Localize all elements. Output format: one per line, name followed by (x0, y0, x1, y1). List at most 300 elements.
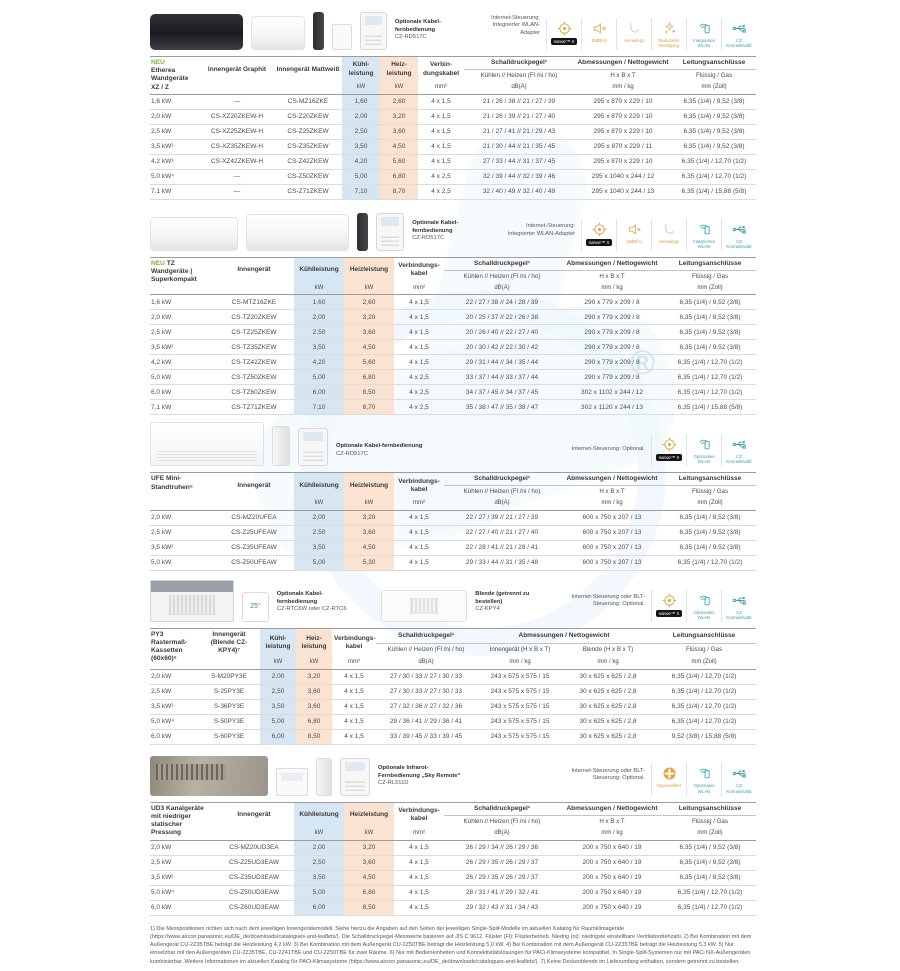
table-row (150, 900, 756, 915)
col-header-indoor-graphite: Innengerät Graphit (207, 65, 267, 73)
table-cell: 4,20 (294, 355, 344, 370)
table-cell: S-M20PY3E (198, 669, 260, 684)
table-cell: S-60PY3E (198, 729, 260, 744)
table-cell: 3,60 (296, 699, 332, 714)
wall-unit-image (150, 217, 238, 251)
internet-control-note: Internet-Steuerung: Integrierter WLAN-Adapter (507, 223, 575, 237)
unit-mm2: mm² (418, 82, 464, 94)
table-cell: 4 x 1,5 (418, 109, 464, 124)
table-cell: CS-XZ42ZKEW-H (200, 154, 274, 169)
spec-table-etherea (150, 56, 756, 200)
unit-dba: dB(A) (464, 82, 574, 94)
table-cell: — (200, 169, 274, 184)
table-title-text: UD3 Kanalgeräte mit niedriger statischer Pressung (151, 804, 204, 837)
subheader-sound: Kühlen // Heizen (Fl /ni / ho) (463, 273, 541, 281)
table-cell: 32 / 40 / 49 // 32 / 40 / 49 (464, 184, 574, 199)
icon-label: CZ Konnektivität (726, 783, 752, 794)
unit-kw: kW (380, 82, 418, 94)
table-title-text: Etherea Wandgeräte XZ / Z (151, 67, 189, 91)
table-cell: 6,80 (296, 714, 332, 729)
table-cell: CS-XZ25ZKEW-H (200, 124, 274, 139)
footnotes: 1) Die Messpositionen richten sich nach dem jeweiligen Innengerätemodell. Siehe hierzu die Angaben auf den Seiten der jeweiligen Single-Split-Modelle im aktuellen Katalog für Raumklimageräte (https://www.aircon.panasonic.eu/DE_de/downloads/catalogues-and-leaflets/). Die Schalldruckpegel-Messwerte basieren auf JIS C 9612. Flüster (Fl): Flüsterbetrieb. Niedrig (ni): niedrigste einstellbare Ventilatordrehzahl. 2) Bei Kombination mit dem Außengerät CU-2Z35TBE beträgt die Heizleistung 4,2 kW. 3) Bei Kombination mit dem Außengerät CU-2Z50TBE beträgt die Heizleistung 5,0 kW. 4) Bei Kombination mit dem Außengerät CU-2Z35TBE beträgt die Heizleistung 5,3 kW. 5) Nur einsetzbar mit den Außengeräten CU-2Z35TBE, CU-2Z41TBE und CU-2Z50TBE für zwei Räume. 6) Nur mit Bedieneinheiten und Konnektivitätslösungen für PACi-Klimasysteme kompatibel. In Single-Split-Systemen nur mit PACi NX-Außengeräten kombinierbar. Weitere Informationen im aktuellen Katalog für PACi-Klimasysteme (https://www.aircon.panasonic.eu/DE_de/downloads/catalogues-and-leaflets/). 7) Keine Deckenblende im Lieferumfang enthalten, sondern getrennt zu bestellen. (150, 925, 752, 965)
table-cell: 5,30 (344, 555, 394, 570)
table-cell: 2,50 (294, 525, 344, 540)
table-cell: 6,35 (1/4) / 9,52 (3/8) (672, 94, 756, 109)
table-cell: 29 / 33 / 44 // 31 / 35 / 48 (444, 555, 560, 570)
table-cell: 4 x 1,5 (394, 555, 444, 570)
icon-label: nanoe™ X (551, 38, 578, 45)
control-and-features (501, 219, 756, 251)
table-cell: 6,80 (344, 885, 394, 900)
table-cell: 3,5 kW² (150, 139, 200, 154)
col-header-dimensions: Abmessungen / Nettogewicht (574, 57, 672, 70)
table-cell: 6,35 (1/4) / 12,70 (1/2) (664, 555, 756, 570)
table-cell: 21 / 26 / 38 // 21 / 27 / 39 (464, 94, 574, 109)
usb-icon (721, 763, 756, 795)
table-cell: 6,0 kW (150, 900, 214, 915)
table-row (150, 855, 756, 870)
unit-kw: kW (344, 283, 394, 295)
col-header-sound: Schalldruckpegel¹ (464, 57, 574, 70)
table-cell: 7,10 (294, 400, 344, 415)
icon-label: Reduzierte Reinigung (658, 37, 680, 48)
table-cell: 3,20 (380, 109, 418, 124)
usb-icon (721, 590, 756, 622)
table-cell: 20 / 26 / 40 // 22 / 27 / 40 (444, 325, 560, 340)
table-cell: CS-Z42ZKEW (274, 154, 342, 169)
section-etherea (150, 6, 756, 200)
table-cell: — (200, 94, 274, 109)
accessory-note (336, 443, 422, 466)
table-cell: CS-Z71ZKEW (274, 184, 342, 199)
table-cell: 3,60 (380, 124, 418, 139)
filter-icon (651, 763, 686, 795)
table-cell: 4 x 1,5 (418, 124, 464, 139)
table-cell: 30 x 625 x 625 / 2,8 (564, 669, 652, 684)
subheader-sound: Kühlen // Heizen (Fl /ni / ho) (387, 646, 465, 654)
table-cell: 5,00 (294, 555, 344, 570)
table-cell: 2,5 kW (150, 325, 214, 340)
wlan-icon (686, 434, 721, 466)
subheader-dimensions-indoor: Innengerät (H x B x T) (489, 646, 551, 654)
accessory-note (395, 19, 472, 50)
table-cell: 7,1 kW (150, 184, 200, 199)
table-cell: 21 / 27 / 41 // 21 / 29 / 43 (464, 124, 574, 139)
unit-kw: kW (344, 828, 394, 840)
tower-unit-image (357, 213, 368, 251)
col-header-indoor-white: Innengerät Mattweiß (276, 65, 340, 73)
table-cell: 4 x 1,5 (394, 510, 444, 525)
table-row (150, 184, 756, 199)
table-cell: 6,35 (1/4) / 9,52 (3/8) (672, 124, 756, 139)
table-cell: 4 x 1,5 (332, 669, 376, 684)
accessory-note (277, 591, 359, 622)
table-cell: 5,00 (260, 714, 296, 729)
table-row (150, 729, 756, 744)
subheader-piping: Flüssig / Gas (691, 273, 729, 281)
table-cell: 5,0 kW⁴ (150, 885, 214, 900)
table-cell: 6,35 (1/4) / 9,52 (3/8) (664, 295, 756, 310)
table-cell: 33 / 39 / 45 // 33 / 39 / 45 (376, 729, 476, 744)
table-cell: 29 / 36 / 41 // 29 / 36 / 41 (376, 714, 476, 729)
table-row (150, 540, 756, 555)
unit-mmkg: mm / kg (560, 283, 664, 295)
table-cell: 2,5 kW (150, 855, 214, 870)
table-cell: CS-MZ20UD3EA (214, 840, 294, 855)
table-cell: 200 x 750 x 640 / 19 (560, 870, 664, 885)
table-cell: 2,0 kW (150, 510, 214, 525)
table-cell: 8,50 (344, 900, 394, 915)
table-cell: 1,60 (342, 94, 380, 109)
table-cell: 6,35 (1/4) / 9,52 (3/8) (672, 139, 756, 154)
watermark-registered-mark: ® (630, 344, 656, 382)
neu-badge: NEU (151, 259, 165, 267)
unit-dba: dB(A) (444, 283, 560, 295)
unit-kw: kW (296, 657, 332, 669)
table-row (150, 94, 756, 109)
table-cell: 3,50 (294, 540, 344, 555)
table-cell: 2,00 (260, 669, 296, 684)
col-header-heating: Heizleistung (344, 802, 394, 828)
product-strip (150, 752, 756, 796)
duct-unit-image (150, 756, 268, 796)
unit-mmkg: mm / kg (476, 657, 564, 669)
table-cell: 2,60 (380, 94, 418, 109)
control-and-features (480, 15, 756, 50)
col-header-indoor: Innengerät (237, 266, 271, 274)
table-cell: 8,50 (296, 729, 332, 744)
accessory-title: Optionale Kabel-fernbedienung (394, 19, 441, 33)
unit-mm2: mm² (394, 828, 444, 840)
table-cell: 290 x 779 x 209 / 8 (560, 370, 664, 385)
table-cell: 27 / 32 / 36 // 27 / 32 / 36 (376, 699, 476, 714)
table-cell: 200 x 750 x 640 / 19 (560, 840, 664, 855)
table-cell: 32 / 39 / 44 // 32 / 39 / 46 (464, 169, 574, 184)
icon-label: Aerowings (623, 37, 645, 43)
unit-dba: dB(A) (376, 657, 476, 669)
section-ud3 (150, 752, 756, 916)
table-cell: 3,50 (260, 699, 296, 714)
table-cell: CS-TZ20ZKEW (214, 310, 294, 325)
controller-display: 25° (250, 603, 261, 611)
table-row (150, 669, 756, 684)
table-cell: 4 x 1,5 (418, 139, 464, 154)
col-header-indoor: Innengerät (237, 481, 271, 489)
table-cell: 3,60 (344, 525, 394, 540)
table-cell: 6,35 (1/4) / 9,52 (3/8) (664, 340, 756, 355)
table-cell: 2,50 (294, 855, 344, 870)
table-cell: 6,35 (1/4) / 12,70 (1/2) (664, 900, 756, 915)
accessory-model: CZ-RL511D (378, 780, 409, 787)
table-cell: 6,0 kW (150, 729, 198, 744)
icon-label: Optionales WLAN (693, 783, 715, 794)
remote-control-image (360, 12, 387, 50)
table-title-text: PY3 Rastermaß-Kassetten (60x60)⁶ (151, 630, 188, 663)
table-cell: 4,50 (380, 139, 418, 154)
table-cell: 6,35 (1/4) / 12,70 (1/2) (672, 169, 756, 184)
table-cell: CS-XZ20ZKEW-H (200, 109, 274, 124)
wall-unit-large-image (246, 214, 349, 251)
internet-control-note: Internet-Steuerung oder BLT-Steuerung: Optional. (571, 767, 645, 782)
col-header-sound: Schalldruckpegel¹ (444, 473, 560, 486)
unit-kw: kW (294, 498, 344, 510)
accessory-title: Optionale Kabel-fernbedienung (276, 591, 323, 605)
table-row (150, 699, 756, 714)
feature-icons (581, 219, 756, 251)
tower-unit-image (313, 12, 324, 50)
table-cell: 4 x 1,5 (394, 295, 444, 310)
table-cell: 6,80 (380, 169, 418, 184)
table-cell: 600 x 750 x 207 / 13 (560, 540, 664, 555)
adapter-image (332, 24, 352, 50)
table-cell: 4 x 1,5 (418, 154, 464, 169)
feature-icons (546, 18, 756, 50)
unit-mmkg: mm / kg (574, 82, 672, 94)
wlan-icon (686, 590, 721, 622)
table-cell: CS-Z50UD3EAW (214, 885, 294, 900)
table-cell: 4 x 1,5 (332, 699, 376, 714)
col-header-cooling: Kühlleistung (294, 257, 344, 282)
unit-zoll: mm (Zoll) (652, 657, 756, 669)
table-cell: CS-TZ42ZKEW (214, 355, 294, 370)
table-cell: 4 x 1,5 (394, 870, 444, 885)
accessory-note (412, 220, 493, 251)
icon-label: Optionales WLAN (693, 609, 715, 620)
subheader-piping: Flüssig / Gas (685, 646, 723, 654)
col-header-indoor: Innengerät (237, 811, 271, 819)
table-cell: 6,35 (1/4) / 9,52 (3/8) (664, 870, 756, 885)
control-and-features (572, 434, 756, 466)
table-row (150, 139, 756, 154)
col-header-heating: Heiz-leistung (380, 57, 418, 83)
table-cell: 27 / 30 / 33 // 27 / 30 / 33 (376, 684, 476, 699)
subheader-dimensions: H x B x T (610, 72, 636, 80)
table-cell: 22 / 27 / 38 // 24 / 28 / 39 (444, 295, 560, 310)
wall-unit-white-image (251, 16, 305, 50)
feature-icons (651, 590, 756, 622)
table-cell: 5,00 (342, 169, 380, 184)
table-cell: 295 x 1040 x 244 / 13 (574, 184, 672, 199)
subheader-piping: Flüssig / Gas (691, 817, 729, 825)
table-cell: 3,5 kW² (150, 540, 214, 555)
table-row (150, 684, 756, 699)
table-cell: CS-Z50ZKEW (274, 169, 342, 184)
col-header-cable: Verbindungs-kabel (398, 477, 440, 493)
table-cell: 35 / 38 / 47 // 35 / 38 / 47 (444, 400, 560, 415)
floor-console-image (150, 422, 264, 466)
table-cell: CS-Z35UFEAW (214, 540, 294, 555)
wall-controller-image (242, 592, 269, 622)
table-cell: 4 x 1,5 (394, 855, 444, 870)
feature-icons (651, 763, 756, 795)
table-cell: CS-Z50UFEAW (214, 555, 294, 570)
table-cell: 4 x 1,5 (394, 340, 444, 355)
subheader-dimensions-panel: Blende (H x B x T) (582, 646, 634, 654)
subheader-sound: Kühlen // Heizen (Fl /ni / ho) (480, 72, 558, 80)
table-cell: 6,80 (344, 370, 394, 385)
table-cell: 4 x 1,5 (394, 525, 444, 540)
col-header-dimensions: Abmessungen / Nettogewicht (560, 257, 664, 270)
col-header-heating: Heizleistung (344, 473, 394, 498)
table-row (150, 525, 756, 540)
table-row (150, 555, 756, 570)
col-header-cable: Verbindungs-kabel (398, 262, 440, 278)
table-cell: 6,35 (1/4) / 9,52 (3/8) (672, 109, 756, 124)
table-cell: 2,0 kW (150, 310, 214, 325)
table-title-text: UFE Mini-Standtruhen⁵ (151, 475, 193, 491)
table-cell: 295 x 870 x 229 / 10 (574, 94, 672, 109)
wall-controller-image (276, 768, 308, 796)
unit-kw: kW (344, 498, 394, 510)
table-cell: 2,0 kW (150, 669, 198, 684)
table-cell: 2,50 (342, 124, 380, 139)
icon-label: nanoe™ X (656, 610, 683, 617)
unit-blank (214, 828, 294, 840)
icon-label: Hygienefilter (656, 783, 682, 789)
table-cell: 21 / 30 / 44 // 21 / 35 / 45 (464, 139, 574, 154)
table-row (150, 385, 756, 400)
icon-label: CZ Konnektivität (726, 238, 752, 249)
icon-label: nanoe™ X (586, 239, 613, 246)
table-cell: 5,0 kW (150, 370, 214, 385)
catalog-page (150, 4, 756, 971)
col-header-piping: Leitungsanschlüsse (664, 473, 756, 486)
table-cell: 295 x 870 x 229 / 11 (574, 139, 672, 154)
table-cell: 600 x 750 x 207 / 13 (560, 525, 664, 540)
table-title-text: TZ Wandgeräte | Superkompakt (151, 259, 197, 284)
product-strip (150, 422, 756, 466)
table-cell: 30 x 625 x 625 / 2,8 (564, 684, 652, 699)
table-cell: 26 / 29 / 35 // 26 / 29 / 37 (444, 855, 560, 870)
table-cell: 1,60 (294, 295, 344, 310)
table-cell: 6,35 (1/4) / 12,70 (1/2) (664, 385, 756, 400)
neu-badge: NEU (151, 59, 165, 66)
table-cell: 6,35 (1/4) / 12,70 (1/2) (664, 370, 756, 385)
col-header-piping: Leitungsanschlüsse (652, 628, 756, 643)
internet-control-note: Internet-Steuerung: Integrierter WLAN-Adapter (490, 14, 540, 36)
table-cell: CS-Z35UD3EAW (214, 870, 294, 885)
unit-blank (274, 82, 342, 94)
quiet-icon (616, 219, 651, 251)
table-cell: 20 / 30 / 42 // 22 / 30 / 42 (444, 340, 560, 355)
table-cell: 3,50 (294, 340, 344, 355)
col-header-cooling: Kühlleistung (294, 473, 344, 498)
col-header-heating: Heizleistung (344, 257, 394, 282)
table-cell: CS-TZ71ZKEW (214, 400, 294, 415)
subheader-sound: Kühlen // Heizen (Fl /ni / ho) (463, 817, 541, 825)
nanoe-icon (651, 590, 686, 622)
col-header-piping: Leitungsanschlüsse (664, 802, 756, 815)
table-cell: 2,00 (294, 510, 344, 525)
table-title (150, 57, 200, 95)
table-cell: 6,35 (1/4) / 12,70 (1/2) (664, 355, 756, 370)
col-header-piping: Leitungsanschlüsse (672, 57, 756, 70)
table-cell: 3,60 (344, 855, 394, 870)
table-row (150, 310, 756, 325)
unit-dba: dB(A) (444, 498, 560, 510)
aerowings-icon (651, 219, 686, 251)
table-cell: 4 x 1,5 (418, 94, 464, 109)
table-cell: 6,35 (1/4) / 9,52 (3/8) (664, 325, 756, 340)
table-cell: 4 x 2,5 (394, 400, 444, 415)
table-cell: 33 / 37 / 44 // 33 / 37 / 44 (444, 370, 560, 385)
table-cell: 2,5 kW (150, 525, 214, 540)
wlan-icon (686, 219, 721, 251)
table-cell: 4 x 1,5 (394, 885, 444, 900)
icon-label: Optionales WLAN (693, 454, 715, 465)
table-cell: 1,6 kW (150, 94, 200, 109)
table-cell: 6,00 (260, 729, 296, 744)
product-strip (150, 6, 756, 50)
table-cell: 3,50 (294, 870, 344, 885)
table-cell: 4 x 2,5 (394, 370, 444, 385)
nanoe-icon (581, 219, 616, 251)
subheader-piping: Flüssig / Gas (691, 488, 729, 496)
unit-mm2: mm² (394, 283, 444, 295)
table-cell: CS-TZ60ZKEW (214, 385, 294, 400)
col-header-cable: Verbindungs-kabel (334, 634, 376, 650)
table-row (150, 325, 756, 340)
table-cell: 4 x 1,5 (394, 540, 444, 555)
accessory-model: CZ-RD517C (412, 235, 445, 242)
spec-table-tz (150, 257, 756, 415)
icon-label: Integriertes WLAN (693, 37, 715, 48)
icon-label: Aerowings (658, 238, 680, 244)
usb-icon (721, 219, 756, 251)
nanoe-icon (651, 434, 686, 466)
table-row (150, 124, 756, 139)
table-cell: 6,35 (1/4) / 9,52 (3/8) (664, 855, 756, 870)
table-cell: 3,20 (344, 510, 394, 525)
spec-table-ufe (150, 472, 756, 570)
table-cell: CS-MZ20UFEA (214, 510, 294, 525)
table-cell: 2,0 kW (150, 109, 200, 124)
table-cell: 2,00 (294, 840, 344, 855)
table-cell: 3,5 kW² (150, 699, 198, 714)
table-cell: — (200, 184, 274, 199)
remote-slim-image (316, 758, 332, 796)
unit-mm2: mm² (332, 657, 376, 669)
accessory-title: Optionale Infrarot-Fernbedienung „Sky Remote“ (378, 764, 461, 779)
table-cell: 3,20 (344, 840, 394, 855)
table-cell: 2,50 (260, 684, 296, 699)
table-title (150, 473, 214, 510)
table-cell: CS-MZ16ZKE (274, 94, 342, 109)
table-row (150, 714, 756, 729)
table-row (150, 109, 756, 124)
table-cell: CS-XZ35ZKEW-H (200, 139, 274, 154)
unit-zoll: mm (Zoll) (672, 82, 756, 94)
table-row (150, 400, 756, 415)
table-title (150, 628, 198, 669)
control-and-features (553, 763, 756, 795)
product-strip (150, 578, 756, 622)
table-cell: CS-TZ25ZKEW (214, 325, 294, 340)
table-cell: 4 x 1,5 (394, 355, 444, 370)
table-cell: CS-TZ35ZKEW (214, 340, 294, 355)
table-cell: CS-Z25UFEAW (214, 525, 294, 540)
sparkle-icon (651, 18, 686, 50)
internet-control-note: Internet-Steuerung oder BLT-Steuerung: Optional. (571, 593, 645, 608)
col-header-cooling: Kühl-leistung (342, 57, 380, 83)
quiet-icon (581, 18, 616, 50)
icon-label: 19dB(A) (625, 238, 643, 244)
col-header-piping: Leitungsanschlüsse (664, 257, 756, 270)
unit-mmkg: mm / kg (564, 657, 652, 669)
table-cell: 5,0 kW⁴ (150, 714, 198, 729)
table-cell: 243 x 575 x 575 / 15 (476, 684, 564, 699)
table-cell: 6,35 (1/4) / 9,52 (3/8) (664, 310, 756, 325)
